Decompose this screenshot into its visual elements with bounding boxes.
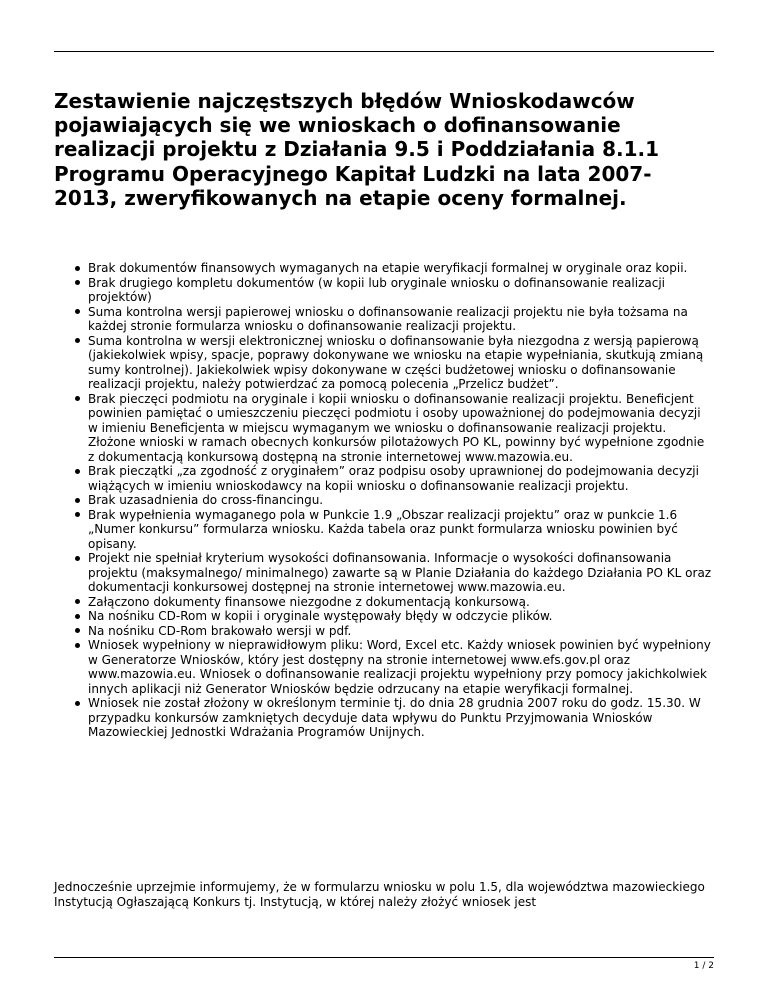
list-item: Wniosek nie został złożony w określonym terminie tj. do dnia 28 grudnia 2007 roku do godz. 15.30. W przypadku konkursów zamkniętych decyduje data wpływu do Punktu Przyjmowania Wniosków Mazowieckiej Jednostki Wdrażania Programów Unijnych. [88, 696, 714, 740]
closing-paragraph: Jednocześnie uprzejmie informujemy, że w formularzu wniosku w polu 1.5, dla województwa mazowieckiego Instytucją Ogłaszającą Konkurs tj. Instytucją, w której należy złożyć wniosek jest [54, 880, 705, 909]
error-list [54, 261, 714, 740]
list-item: Brak pieczątki „za zgodność z oryginałem” oraz podpisu osoby uprawnionej do podejmowania decyzji wiążących w imieniu wnioskodawcy na kopii wniosku o dofinansowanie realizacji projektu. [88, 464, 714, 493]
page-number: 1 / 2 [693, 961, 714, 971]
list-item: Brak drugiego kompletu dokumentów (w kopii lub oryginale wniosku o dofinansowanie realizacji projektów) [88, 276, 714, 305]
list-item: Wniosek wypełniony w nieprawidłowym pliku: Word, Excel etc. Każdy wniosek powinien być wypełniony w Generatorze Wniosków, który jest dostępny na stronie internetowej www.efs.gov.pl oraz www.mazowia.eu. Wniosek o dofinansowanie realizacji projektu wypełniony przy pomocy jakichkolwiek innych aplikacji niż Generator Wniosków będzie odrzucany na etapie weryfikacji formalnej. [88, 638, 714, 696]
list-item: Projekt nie spełniał kryterium wysokości dofinansowania. Informacje o wysokości dofinansowania projektu (maksymalnego/ minimalnego) zawarte są w Planie Działania do każdego Działania PO KL oraz dokumentacji konkursowej dostępnej na stronie internetowej www.mazowia.eu. [88, 551, 714, 595]
list-item: Załączono dokumenty finansowe niezgodne z dokumentacją konkursową. [88, 595, 714, 610]
top-divider [54, 51, 714, 52]
list-item: Na nośniku CD-Rom w kopii i oryginale występowały błędy w odczycie plików. [88, 609, 714, 624]
list-item: Brak wypełnienia wymaganego pola w Punkcie 1.9 „Obszar realizacji projektu” oraz w punkcie 1.6 „Numer konkursu” formularza wniosku. Każda tabela oraz punkt formularza wniosku powinien być opisany. [88, 508, 714, 552]
list-item: Suma kontrolna w wersji elektronicznej wniosku o dofinansowanie była niezgodna z wersją papierową (jakiekolwiek wpisy, spacje, poprawy dokonywane we wniosku na etapie wypełniania, skutkują zmianą sumy kontrolnej). Jakiekolwiek wpisy dokonywane w części budżetowej wniosku o dofinansowanie realizacji projektu, należy potwierdzać za pomocą polecenia „Przelicz budżet”. [88, 334, 714, 392]
list-item: Brak pieczęci podmiotu na oryginale i kopii wniosku o dofinansowanie realizacji projektu. Beneficjent powinien pamiętać o umieszczeniu pieczęci podmiotu i osoby upoważnionej do podejmowania decyzji w imieniu Beneficjenta w miejscu wymaganym we wniosku o dofinansowanie realizacji projektu. Złożone wnioski w ramach obecnych konkursów pilotażowych PO KL, powinny być wypełnione zgodnie z dokumentacją konkursową dostępną na stronie internetowej www.mazowia.eu. [88, 392, 714, 465]
document-title: Zestawienie najczęstszych błędów Wnioskodawców pojawiających się we wnioskach o dofinansowanie realizacji projektu z Działania 9.5 i Poddziałania 8.1.1 Programu Operacyjnego Kapitał Ludzki na lata 2007-2013, zweryfikowanych na etapie oceny formalnej. [54, 89, 660, 210]
list-item: Brak uzasadnienia do cross-financingu. [88, 493, 714, 508]
list-item: Brak dokumentów finansowych wymaganych na etapie weryfikacji formalnej w oryginale oraz kopii. [88, 261, 714, 276]
list-item: Suma kontrolna wersji papierowej wniosku o dofinansowanie realizacji projektu nie była tożsama na każdej stronie formularza wniosku o dofinansowanie realizacji projektu. [88, 305, 714, 334]
bottom-divider [54, 957, 714, 958]
list-item: Na nośniku CD-Rom brakowało wersji w pdf. [88, 624, 714, 639]
